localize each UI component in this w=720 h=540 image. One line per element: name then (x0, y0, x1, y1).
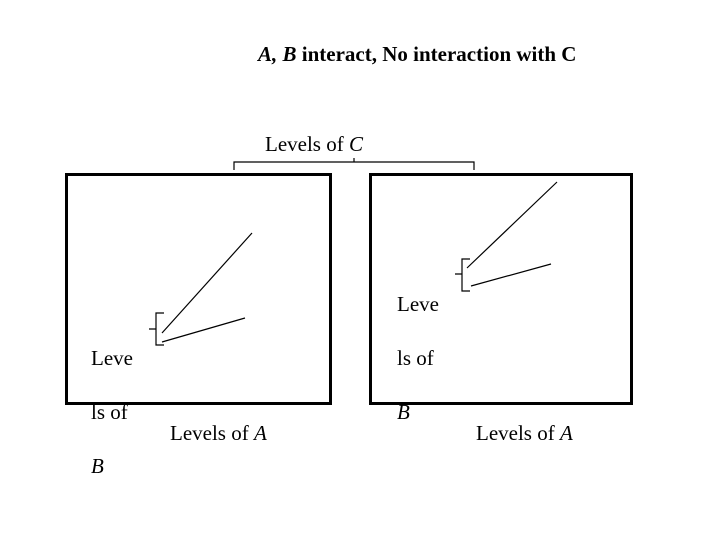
title-rest: interact, No interaction with C (296, 42, 577, 66)
right-b-line1: Leve (397, 292, 439, 316)
left-a-prefix: Levels of (170, 421, 254, 445)
right-b-line2: ls of (397, 346, 434, 370)
levels-of-c-prefix: Levels of (265, 132, 349, 156)
right-levels-of-a-label (476, 420, 573, 447)
right-a-var: A (559, 421, 573, 445)
left-a-var: A (253, 421, 267, 445)
right-b-var: B (397, 400, 410, 424)
title-italic-vars: A, B (258, 42, 297, 66)
left-line-steep (162, 233, 252, 333)
levels-of-c-var: C (348, 132, 363, 156)
right-a-prefix: Levels of (476, 421, 560, 445)
left-b-var: B (91, 454, 104, 478)
left-levels-of-a-label (170, 420, 267, 447)
right-line-flat (471, 264, 551, 286)
left-b-line1: Leve (91, 346, 133, 370)
right-levels-of-b-label (397, 264, 439, 453)
left-b-line2: ls of (91, 400, 128, 424)
left-bracket (149, 313, 164, 345)
right-line-steep (467, 182, 557, 268)
c-brace (234, 158, 474, 170)
left-line-flat (162, 318, 245, 342)
left-levels-of-b-label (91, 318, 133, 507)
right-bracket (455, 259, 470, 291)
